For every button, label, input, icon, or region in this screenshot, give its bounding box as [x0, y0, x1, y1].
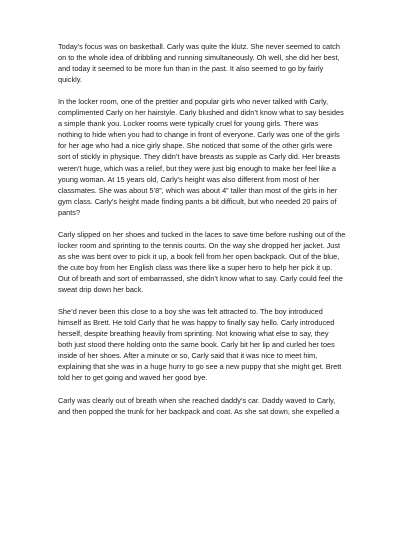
text-line: classmates. She was about 5’8”, which was about 4” taller than most of the girls in her [58, 185, 338, 195]
text-line: nothing to hide when you had to change in front of everyone. Carly was one of the girls [58, 130, 340, 140]
paragraph [58, 41, 376, 85]
text-line: herself, despite breathing heavily from sprinting. Not knowing what else to say, they [58, 329, 329, 339]
paragraph [58, 229, 376, 295]
text-line: locker room and sprinting to the tennis courts. On the way she dropped her jacket. Just [58, 240, 341, 250]
text-line: Out of breath and sort of embarrassed, she didn’t know what to say. Carly could feel the [58, 273, 343, 283]
paragraph [58, 395, 376, 417]
text-line: weren’t huge, which was a relief, but they were just big enough to make her feel like a [58, 163, 336, 173]
text-line: inside of her shoes. After a minute or so, Carly said that it was nice to meet him, [58, 351, 318, 361]
paragraph [58, 306, 376, 383]
text-line: gym class. Carly’s height made finding pants a bit difficult, but who needed 20 pairs of [58, 196, 337, 206]
text-line: for her age who had a nice girly shape. She noticed that some of the other girls were [58, 141, 333, 151]
text-line: She’d never been this close to a boy she was felt attracted to. The boy introduced [58, 307, 323, 317]
text-line: pants? [58, 207, 81, 217]
text-line: Today’s focus was on basketball. Carly was quite the klutz. She never seemed to catch [58, 42, 340, 51]
text-line: Carly was clearly out of breath when she reached daddy’s car. Daddy waved to Carly, [58, 395, 336, 405]
text-line: In the locker room, one of the prettier and popular girls who never talked with Carly, [58, 97, 329, 107]
text-line: sweat drip down her back. [58, 285, 144, 295]
text-line: young woman. At 15 years old, Carly’s height was also different from most of her [58, 174, 320, 184]
text-line: as she was bent over to pick it up, a book fell from her open backpack. Out of the blue, [58, 251, 340, 261]
text-line: and today it seemed to be more fun than in the past. It also seemed to go by fairly [58, 64, 324, 74]
text-line: and then popped the trunk for her backpack and coat. As she sat down, she expelled a [58, 406, 340, 416]
text-line: told her to get going and waved her good bye. [58, 373, 208, 383]
text-line: Carly slipped on her shoes and tucked in the laces to save time before rushing out of the [58, 229, 346, 239]
text-line: both just stood there holding onto the same book. Carly bit her lip and curled her toes [58, 340, 335, 350]
text-line: sort of stickly in physique. They didn’t have breasts as supple as Carly did. Her breasts [58, 152, 340, 162]
text-line: quickly. [58, 75, 82, 85]
text-line: himself as Brett. He told Carly that he was happy to finally say hello. Carly introduced [58, 318, 335, 328]
text-line: the cute boy from her English class was there like a super hero to help her pick it up. [58, 262, 333, 272]
text-line: a simple thank you. Locker rooms were typically cruel for young girls. There was [58, 119, 319, 129]
text-line: explaining that she was in a huge hurry to go see a new puppy that she might get. Brett [58, 362, 342, 372]
text-line: complimented Carly on her hairstyle. Carly blushed and didn’t know what to say besides [58, 108, 344, 118]
document-body [58, 41, 376, 428]
paragraph [58, 96, 376, 218]
text-line: on to the whole idea of dribbling and running simultaneously. Oh well, she did her best, [58, 53, 340, 63]
